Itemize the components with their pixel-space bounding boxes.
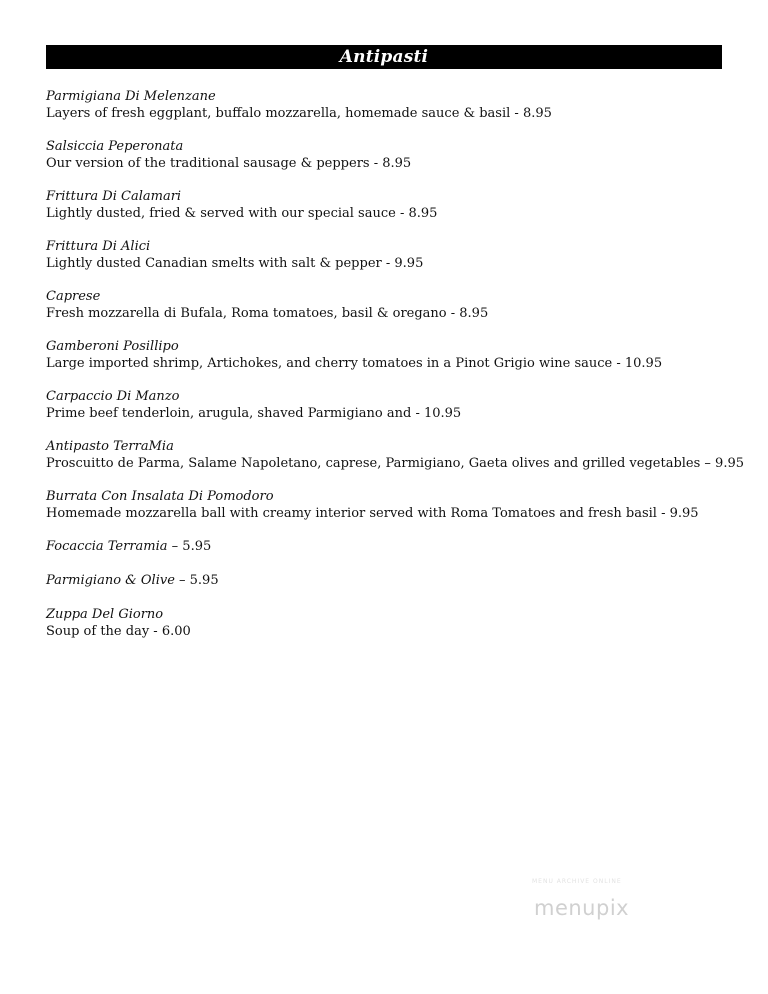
item-name: Frittura Di Calamari bbox=[46, 189, 182, 204]
item-name: Carpaccio Di Manzo bbox=[46, 389, 180, 404]
menu-item bbox=[46, 288, 736, 322]
menu-item-inline bbox=[46, 538, 736, 555]
watermark-tagline: MENU ARCHIVE ONLINE bbox=[532, 878, 622, 885]
menu-item bbox=[46, 338, 736, 372]
menu-item-inline bbox=[46, 572, 736, 589]
item-description: Proscuitto de Parma, Salame Napoletano, caprese, Parmigiano, Gaeta olives and grilled vegetables – 9.95 bbox=[46, 456, 745, 471]
item-name: Parmigiana Di Melenzane bbox=[46, 89, 216, 104]
item-price: – 5.95 bbox=[174, 573, 219, 588]
item-description: Our version of the traditional sausage & peppers - 8.95 bbox=[46, 156, 412, 171]
item-description: Large imported shrimp, Artichokes, and cherry tomatoes in a Pinot Grigio wine sauce - 10.95 bbox=[46, 356, 663, 371]
item-description: Soup of the day - 6.00 bbox=[46, 624, 191, 639]
item-name: Focaccia Terramia bbox=[46, 539, 168, 554]
item-description: Layers of fresh eggplant, buffalo mozzarella, homemade sauce & basil - 8.95 bbox=[46, 106, 552, 121]
item-description: Homemade mozzarella ball with creamy interior served with Roma Tomatoes and fresh basil - 9.95 bbox=[46, 506, 699, 521]
menupix-watermark bbox=[532, 878, 692, 928]
menu-item bbox=[46, 438, 745, 472]
item-price: – 5.95 bbox=[167, 539, 212, 554]
item-name: Parmigiano & Olive bbox=[46, 573, 175, 588]
item-name: Gamberoni Posillipo bbox=[46, 339, 179, 354]
item-description: Lightly dusted Canadian smelts with salt & pepper - 9.95 bbox=[46, 256, 424, 271]
menu-item bbox=[46, 88, 736, 122]
item-name: Burrata Con Insalata Di Pomodoro bbox=[46, 489, 274, 504]
menu-item bbox=[46, 188, 736, 222]
item-description: Prime beef tenderloin, arugula, shaved Parmigiano and - 10.95 bbox=[46, 406, 462, 421]
menu-item bbox=[46, 388, 736, 422]
section-title: Antipasti bbox=[339, 47, 429, 67]
menu-item bbox=[46, 488, 736, 522]
menu-item bbox=[46, 238, 736, 272]
menu-item bbox=[46, 606, 736, 640]
item-description: Lightly dusted, fried & served with our special sauce - 8.95 bbox=[46, 206, 438, 221]
item-description: Fresh mozzarella di Bufala, Roma tomatoes, basil & oregano - 8.95 bbox=[46, 306, 489, 321]
item-name: Caprese bbox=[46, 289, 101, 304]
item-name: Zuppa Del Giorno bbox=[46, 607, 164, 622]
section-header-bar bbox=[46, 45, 722, 69]
menu-item bbox=[46, 138, 736, 172]
item-name: Antipasto TerraMia bbox=[46, 439, 174, 454]
watermark-logo: menupix bbox=[534, 896, 630, 920]
item-name: Frittura Di Alici bbox=[46, 239, 151, 254]
item-name: Salsiccia Peperonata bbox=[46, 139, 184, 154]
menu-list bbox=[46, 88, 745, 656]
